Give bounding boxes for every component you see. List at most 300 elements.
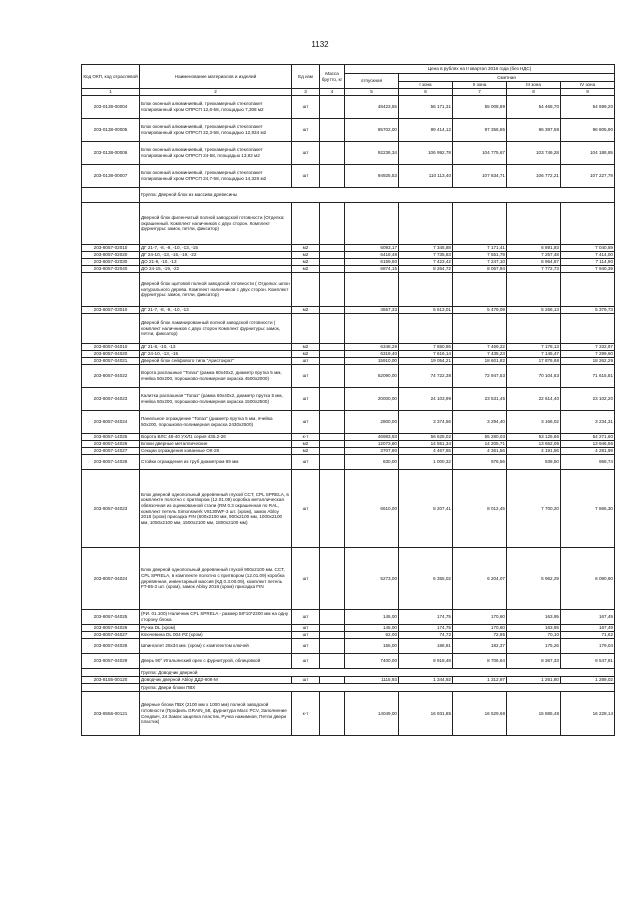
code-cell: 203-8057-04023	[82, 388, 140, 411]
code-cell: 203-8057-04022	[82, 365, 140, 388]
table-row	[82, 358, 615, 365]
mass-cell	[320, 307, 345, 314]
code-cell: 203-0138-00007	[82, 165, 140, 188]
zone-3-price-cell: 163,95	[507, 625, 561, 632]
column-number: 7	[453, 89, 507, 96]
zone-2-price-cell: 104 775,67	[453, 142, 507, 165]
zone-3-price-cell: 4 191,56	[507, 448, 561, 455]
empty-cell	[345, 273, 399, 307]
empty-cell	[399, 203, 453, 245]
unit-cell: м2	[292, 344, 320, 351]
unit-cell: м2	[292, 351, 320, 358]
zone-1-price-cell: 7 423,42	[399, 259, 453, 266]
unit-cell: шт	[292, 625, 320, 632]
zone-4-price-cell: 958,74	[561, 455, 615, 470]
header-price-title: Цена в рублях на II квартал 2016 года (без НДС)	[345, 65, 615, 74]
unit-cell: шт	[292, 119, 320, 142]
group-title: Группа: Доводчик дверной	[140, 669, 615, 677]
name-cell: Дверной блок сейфового типа "Аристократ"	[140, 358, 292, 365]
mass-cell	[320, 470, 345, 548]
zone-3-price-cell: 6 964,67	[507, 259, 561, 266]
column-number: 9	[561, 89, 615, 96]
unit-cell: шт	[292, 654, 320, 669]
zone-4-price-cell: 5 379,73	[561, 307, 615, 314]
column-number: 4	[320, 89, 345, 96]
empty-cell	[345, 314, 399, 344]
empty-cell	[561, 203, 615, 245]
zone-1-price-cell: 8 264,72	[399, 266, 453, 273]
table-row	[82, 677, 615, 684]
empty-cell	[292, 314, 320, 344]
zone-1-price-cell: 5 613,01	[399, 307, 453, 314]
zone-4-price-cell: 16 228,14	[561, 692, 615, 736]
zone-3-price-cell: 175,26	[507, 639, 561, 654]
price-table	[81, 64, 615, 736]
zone-4-price-cell: 104 188,95	[561, 142, 615, 165]
zone-2-price-cell: 3 294,40	[453, 411, 507, 434]
mass-cell	[320, 96, 345, 119]
zone-2-price-cell: 7 469,22	[453, 344, 507, 351]
unit-cell: м2	[292, 266, 320, 273]
header-mass: Масса брутто, кг	[320, 65, 345, 89]
code-cell: 203-8057-04023	[82, 470, 140, 548]
zone-3-price-cell: 103 746,28	[507, 142, 561, 165]
table-row	[82, 365, 615, 388]
zone-1-price-cell: 1 344,92	[399, 677, 453, 684]
code-cell: 203-8057-04024	[82, 411, 140, 434]
zone-4-price-cell: 6 090,60	[561, 548, 615, 610]
zone-1-price-cell: 16 931,85	[399, 692, 453, 736]
unit-cell: м2	[292, 259, 320, 266]
page-number: 1132	[311, 40, 329, 49]
table-body	[82, 96, 615, 736]
empty-cell	[320, 314, 345, 344]
zone-1-price-cell: 19 054,21	[399, 358, 453, 365]
mass-cell	[320, 639, 345, 654]
name-cell: Ручка DL (хром)	[140, 625, 292, 632]
unit-cell: шт	[292, 358, 320, 365]
name-cell: Дверные блоки ПВХ (2100 мм х 1000 мм) полной заводской готовности (Профиль GRAIN_58, фурнитура Macc PCV, Заполнение Сендвич, 24 Замок защелка пластик, Ручка нажимная, Петли двери пластик)	[140, 692, 292, 736]
empty-cell	[453, 314, 507, 344]
table-row	[82, 119, 615, 142]
zone-4-price-cell: 167,49	[561, 625, 615, 632]
zone-2-price-cell: 72 947,53	[453, 365, 507, 388]
code-cell: 203-8057-02020	[82, 252, 140, 259]
zone-3-price-cell: 938,50	[507, 455, 561, 470]
release-price-cell: 12073,80	[345, 441, 399, 448]
name-cell: ДГ 21-7, -8, -9, -10, -13	[140, 307, 292, 314]
name-cell: Блоки дверные металлические	[140, 441, 292, 448]
zone-1-price-cell: 74,72	[399, 632, 453, 639]
zone-4-price-cell: 4 281,99	[561, 448, 615, 455]
zone-4-price-cell: 7 299,60	[561, 351, 615, 358]
empty-cell	[399, 314, 453, 344]
release-price-cell: 145,00	[345, 610, 399, 625]
column-numbers-row	[82, 89, 615, 96]
name-cell: Ворота распашные "Топаз" (рамка 60х40х2, диаметр прутка 5 мм, ячейка 50х200, порошково-полимерная окраска 4500х2000)	[140, 365, 292, 388]
mass-cell	[320, 351, 345, 358]
code-cell: 203-8057-02030	[82, 259, 140, 266]
zone-1-price-cell: 74 722,38	[399, 365, 453, 388]
zone-3-price-cell: 5 962,29	[507, 548, 561, 610]
mass-cell	[320, 119, 345, 142]
unit-cell: шт	[292, 365, 320, 388]
table-row	[82, 245, 615, 252]
zone-3-price-cell: 163,95	[507, 610, 561, 625]
code-cell: 203-8057-02040	[82, 266, 140, 273]
release-price-cell: 7400,00	[345, 654, 399, 669]
unit-cell: м2	[292, 448, 320, 455]
code-cell	[82, 273, 140, 307]
zone-4-price-cell: 167,49	[561, 610, 615, 625]
zone-2-price-cell: 7 247,10	[453, 259, 507, 266]
table-row	[82, 610, 615, 625]
code-cell: 203-8057-04027	[82, 632, 140, 639]
zone-1-price-cell: 186,81	[399, 639, 453, 654]
code-cell: 203-8057-14027	[82, 448, 140, 455]
unit-cell: шт	[292, 142, 320, 165]
name-cell: ДГ 21-7, -8, -9, -10, -13, -15	[140, 245, 292, 252]
table-row	[82, 548, 615, 610]
unit-cell: шт	[292, 388, 320, 411]
group-title: Группа: Двери блоки ПВХ	[140, 684, 615, 692]
name-cell: Панельное ограждение "Топаз" (диаметр прутка 5 мм, ячейка 50х200, порошково-полимерная окраска 2430х2500)	[140, 411, 292, 434]
column-number: 1	[82, 89, 140, 96]
zone-4-price-cell: 18 262,29	[561, 358, 615, 365]
empty-cell	[561, 314, 615, 344]
empty-cell	[453, 203, 507, 245]
description-row	[82, 273, 615, 307]
release-price-cell: 6159,50	[345, 259, 399, 266]
code-cell: 203-0138-00004	[82, 96, 140, 119]
zone-2-price-cell: 5 479,09	[453, 307, 507, 314]
name-cell: Ключевина DL 004 PZ (хром)	[140, 632, 292, 639]
unit-cell: шт	[292, 548, 320, 610]
group-title: Группа: Дверной блок из массива древесины	[140, 188, 615, 203]
mass-cell	[320, 344, 345, 351]
zone-1-price-cell: 1 000,32	[399, 455, 453, 470]
code-cell	[82, 684, 140, 692]
mass-cell	[320, 252, 345, 259]
name-cell: ДГ 24-10, -13, -15	[140, 351, 292, 358]
unit-cell: шт	[292, 677, 320, 684]
description-row	[82, 314, 615, 344]
unit-cell: шт	[292, 632, 320, 639]
mass-cell	[320, 441, 345, 448]
release-price-cell: 15910,00	[345, 358, 399, 365]
release-price-cell: 155,00	[345, 639, 399, 654]
zone-1-price-cell: 8 918,48	[399, 654, 453, 669]
zone-3-price-cell: 1 261,80	[507, 677, 561, 684]
zone-1-price-cell: 174,75	[399, 610, 453, 625]
zone-4-price-cell: 7 414,00	[561, 252, 615, 259]
mass-cell	[320, 434, 345, 441]
code-cell: 203-8057-14026	[82, 441, 140, 448]
group-row	[82, 684, 615, 692]
table-row	[82, 441, 615, 448]
table-row	[82, 625, 615, 632]
name-cell: Блок дверной однопольный деревянный глухой 900х2100 мм. CCT, CPL SPRELA, в комплекте полотно с притвором (12.01.09) коробка деревянная, инвентарный массив (КД 0.3.00.09), комплект петель FT-85-3 шт. (хром), замок Abloy 2018 (хром) присадка FIN	[140, 548, 292, 610]
table-row	[82, 259, 615, 266]
empty-cell	[292, 273, 320, 307]
zone-3-price-cell: 7 178,13	[507, 344, 561, 351]
zone-1-price-cell: 56 171,31	[399, 96, 453, 119]
mass-cell	[320, 259, 345, 266]
zone-1-price-cell: 106 992,78	[399, 142, 453, 165]
zone-3-price-cell: 8 367,33	[507, 654, 561, 669]
mass-cell	[320, 455, 345, 470]
group-row	[82, 669, 615, 677]
zone-4-price-cell: 13 946,56	[561, 441, 615, 448]
zone-2-price-cell: 7 171,41	[453, 245, 507, 252]
mass-cell	[320, 411, 345, 434]
name-cell: ДГ 21-8, -10, -13	[140, 344, 292, 351]
release-price-cell: 3707,80	[345, 448, 399, 455]
zone-4-price-cell: 7 040,59	[561, 245, 615, 252]
mass-cell	[320, 388, 345, 411]
zone-1-price-cell: 14 551,34	[399, 441, 453, 448]
zone-4-price-cell: 1 289,02	[561, 677, 615, 684]
mass-cell	[320, 610, 345, 625]
code-cell: 203-8057-04025	[82, 610, 140, 625]
table-row	[82, 692, 615, 736]
zone-4-price-cell: 7 332,97	[561, 344, 615, 351]
mass-cell	[320, 632, 345, 639]
release-price-cell: 6610,00	[345, 470, 399, 548]
empty-cell	[507, 314, 561, 344]
zone-4-price-cell: 179,04	[561, 639, 615, 654]
group-row	[82, 188, 615, 203]
zone-2-price-cell: 1 312,97	[453, 677, 507, 684]
unit-cell: шт	[292, 165, 320, 188]
header-release: отпускная	[345, 74, 399, 89]
zone-4-price-cell: 96 805,90	[561, 119, 615, 142]
zone-1-price-cell: 99 414,12	[399, 119, 453, 142]
code-cell: 203-8057-04026	[82, 625, 140, 632]
name-cell: Дверь 90° Итальянский орех с фурнитурой, облицовкой	[140, 654, 292, 669]
zone-2-price-cell: 7 551,79	[453, 252, 507, 259]
code-cell	[82, 188, 140, 203]
mass-cell	[320, 266, 345, 273]
table-row	[82, 344, 615, 351]
zone-2-price-cell: 107 834,71	[453, 165, 507, 188]
name-cell: Шпингалет 28х34 мм. (хром) с комплектом ключей	[140, 639, 292, 654]
zone-1-price-cell: 7 345,88	[399, 245, 453, 252]
release-price-cell: 6319,40	[345, 351, 399, 358]
code-cell: 203-8057-04010	[82, 344, 140, 351]
mass-cell	[320, 625, 345, 632]
header-zone-2: II зона	[453, 82, 507, 89]
zone-1-price-cell: 110 113,40	[399, 165, 453, 188]
zone-1-price-cell: 3 374,56	[399, 411, 453, 434]
zone-4-price-cell: 3 234,31	[561, 411, 615, 434]
section-description: Дверной блок филенчатый полной заводской готовности (Отделка: окрашенный. Комплект наличников с двух сторон. Комплект фурнитуры: замок, петли, фиксатор)	[140, 203, 292, 245]
unit-cell: м2	[292, 307, 320, 314]
zone-1-price-cell: 24 103,99	[399, 388, 453, 411]
unit-cell: к-т	[292, 692, 320, 736]
zone-4-price-cell: 71 615,81	[561, 365, 615, 388]
zone-3-price-cell: 70 104,63	[507, 365, 561, 388]
code-cell: 203-8556-00121	[82, 692, 140, 736]
empty-cell	[399, 273, 453, 307]
release-price-cell: 62090,00	[345, 365, 399, 388]
table-row	[82, 388, 615, 411]
zone-4-price-cell: 54 271,60	[561, 434, 615, 441]
header-estimate: Сметная	[399, 74, 615, 82]
mass-cell	[320, 358, 345, 365]
code-cell	[82, 203, 140, 245]
name-cell: Блок оконный алюминиевый, трехкамерный стеклопакет полированный хром ОПРСП 12,6-58, площадью 7,308 м2	[140, 96, 292, 119]
release-price-cell: 6418,48	[345, 252, 399, 259]
unit-cell: шт	[292, 96, 320, 119]
mass-cell	[320, 365, 345, 388]
zone-1-price-cell: 8 207,41	[399, 470, 453, 548]
zone-2-price-cell: 4 361,56	[453, 448, 507, 455]
zone-3-price-cell: 7 700,20	[507, 470, 561, 548]
table-row	[82, 455, 615, 470]
mass-cell	[320, 548, 345, 610]
zone-2-price-cell: 8 706,64	[453, 654, 507, 669]
name-cell: Стойки ограждения из труб диаметром 89 мм	[140, 455, 292, 470]
zone-3-price-cell: 3 166,02	[507, 411, 561, 434]
empty-cell	[507, 273, 561, 307]
empty-cell	[507, 203, 561, 245]
zone-2-price-cell: 55 008,89	[453, 96, 507, 119]
release-price-cell: 6348,29	[345, 344, 399, 351]
table-row	[82, 165, 615, 188]
zone-1-price-cell: 56 625,02	[399, 434, 453, 441]
zone-3-price-cell: 53 125,66	[507, 434, 561, 441]
zone-4-price-cell: 8 547,81	[561, 654, 615, 669]
zone-4-price-cell: 71,62	[561, 632, 615, 639]
zone-2-price-cell: 55 280,03	[453, 434, 507, 441]
mass-cell	[320, 677, 345, 684]
zone-2-price-cell: 23 531,45	[453, 388, 507, 411]
zone-3-price-cell: 7 257,48	[507, 252, 561, 259]
release-price-cell: 14049,00	[345, 692, 399, 736]
name-cell: Калитка распашная "Топаз" (рамка 60х40х2, диаметр прутка 5 мм, ячейка 50х200, порошково-полимерная окраска 1500х2500)	[140, 388, 292, 411]
zone-3-price-cell: 15 885,48	[507, 692, 561, 736]
name-cell: ДГ 24-10, -13, -15, -19, -22	[140, 252, 292, 259]
zone-3-price-cell: 70,10	[507, 632, 561, 639]
zone-1-price-cell: 174,75	[399, 625, 453, 632]
name-cell: ДО 24-15, -19, -22	[140, 266, 292, 273]
release-price-cell: 20000,00	[345, 388, 399, 411]
unit-cell: м2	[292, 252, 320, 259]
zone-1-price-cell: 7 735,83	[399, 252, 453, 259]
table-row	[82, 632, 615, 639]
table-row	[82, 142, 615, 165]
name-cell: ДО 21-9, -10, -13	[140, 259, 292, 266]
release-price-cell: 6093,17	[345, 245, 399, 252]
zone-2-price-cell: 170,60	[453, 610, 507, 625]
section-description: Дверной блок щитовой полной заводской готовности ( Отделка: шпон натурального дерева. Комплект наличников с двух сторон. Комплект фурнитуры: замок, петли, фиксатор)	[140, 273, 292, 307]
empty-cell	[320, 203, 345, 245]
name-cell: (РИ. 01.100) Наличник CPL SPRELA - размер 58*10*2200 мм на одну сторону блока	[140, 610, 292, 625]
column-number: 3	[292, 89, 320, 96]
empty-cell	[292, 203, 320, 245]
zone-2-price-cell: 6 204,07	[453, 548, 507, 610]
code-cell: 203-8057-02010	[82, 245, 140, 252]
zone-1-price-cell: 6 355,02	[399, 548, 453, 610]
mass-cell	[320, 654, 345, 669]
zone-4-price-cell: 54 699,20	[561, 96, 615, 119]
zone-4-price-cell: 7 940,39	[561, 266, 615, 273]
mass-cell	[320, 245, 345, 252]
empty-cell	[320, 273, 345, 307]
description-row	[82, 203, 615, 245]
table-row	[82, 96, 615, 119]
code-cell: 203-8057-04021	[82, 358, 140, 365]
zone-3-price-cell: 5 266,13	[507, 307, 561, 314]
mass-cell	[320, 448, 345, 455]
unit-cell: шт	[292, 639, 320, 654]
unit-cell: м2	[292, 441, 320, 448]
unit-cell: шт	[292, 455, 320, 470]
code-cell: 203-8057-03010	[82, 307, 140, 314]
code-cell: 203-8057-14028	[82, 455, 140, 470]
column-number: 8	[507, 89, 561, 96]
header-zone-3: III зона	[507, 82, 561, 89]
zone-2-price-cell: 18 601,82	[453, 358, 507, 365]
zone-3-price-cell: 54 468,70	[507, 96, 561, 119]
code-cell: 203-0138-00005	[82, 119, 140, 142]
header-name: Наименование материалов и изделий	[140, 65, 292, 89]
empty-cell	[561, 273, 615, 307]
header-zone-1: I зона	[399, 82, 453, 89]
header-unit: Ед изм	[292, 65, 320, 89]
zone-3-price-cell: 22 614,40	[507, 388, 561, 411]
code-cell: 203-8057-04024	[82, 548, 140, 610]
unit-cell: шт	[292, 610, 320, 625]
code-cell: 203-8155-00120	[82, 677, 140, 684]
table-header	[82, 65, 615, 96]
release-price-cell: 145,00	[345, 625, 399, 632]
zone-4-price-cell: 7 866,30	[561, 470, 615, 548]
column-number: 6	[399, 89, 453, 96]
empty-cell	[453, 273, 507, 307]
unit-cell: к-т	[292, 434, 320, 441]
zone-3-price-cell: 13 652,06	[507, 441, 561, 448]
zone-4-price-cell: 23 102,20	[561, 388, 615, 411]
table-row	[82, 639, 615, 654]
header-zone-4: IV зона	[561, 82, 615, 89]
column-number: 2	[140, 89, 292, 96]
code-cell: 203-8057-04020	[82, 351, 140, 358]
zone-3-price-cell: 17 876,68	[507, 358, 561, 365]
unit-cell: шт	[292, 411, 320, 434]
zone-1-price-cell: 7 650,95	[399, 344, 453, 351]
zone-2-price-cell: 14 205,71	[453, 441, 507, 448]
section-description: Дверной блок ламинированный полной заводской готовности ( комплект наличников с двух сторон Комплект фурнитуры: замок, петли, фиксатор)	[140, 314, 292, 344]
release-price-cell: 48423,55	[345, 96, 399, 119]
zone-2-price-cell: 976,56	[453, 455, 507, 470]
release-price-cell: 830,00	[345, 455, 399, 470]
name-cell: Блок оконный алюминиевый, трехкамерный стеклопакет полированный хром ОПРСП 24-58, площадью 13,92 м2	[140, 142, 292, 165]
zone-3-price-cell: 106 772,21	[507, 165, 561, 188]
release-price-cell: 85702,00	[345, 119, 399, 142]
zone-2-price-cell: 16 529,68	[453, 692, 507, 736]
release-price-cell: 2800,00	[345, 411, 399, 434]
empty-cell	[345, 203, 399, 245]
zone-3-price-cell: 96 397,58	[507, 119, 561, 142]
table-row	[82, 434, 615, 441]
name-cell: Блок оконный алюминиевый, трехкамерный стеклопакет полированный хром ОПРСП 22,3-58, площадью 12,934 м2	[140, 119, 292, 142]
release-price-cell: 5273,00	[345, 548, 399, 610]
code-cell: 203-8057-04028	[82, 639, 140, 654]
header-code: Код ОКП, код отраслевой	[82, 65, 140, 89]
code-cell	[82, 669, 140, 677]
